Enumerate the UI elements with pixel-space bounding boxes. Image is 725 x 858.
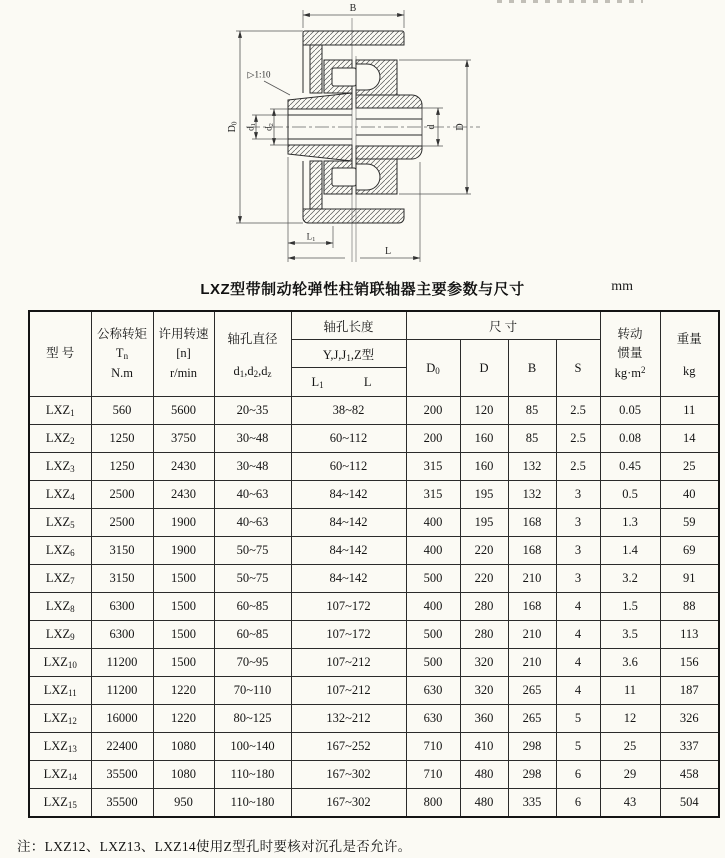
table-row (29, 593, 719, 621)
dim-label-D: D (455, 123, 466, 131)
table-header (29, 311, 719, 397)
cell-inertia: 3.2 (600, 565, 660, 593)
dim-label-L: L (384, 246, 392, 257)
cell-torque: 2500 (91, 509, 153, 537)
cell-B: 85 (508, 425, 556, 453)
cell-model: $LXZ_5$ (29, 509, 91, 537)
cell-inertia: 1.3 (600, 509, 660, 537)
cell-S: 4 (556, 621, 600, 649)
cell-weight: 14 (660, 425, 719, 453)
cell-inertia: 3.5 (600, 621, 660, 649)
cell-D0: 630 (406, 705, 460, 733)
cell-bore-diameter: 70~110 (214, 677, 291, 705)
cell-inertia: 43 (600, 789, 660, 818)
cell-bore-diameter: 80~125 (214, 705, 291, 733)
cell-bore-diameter: 60~85 (214, 593, 291, 621)
cell-bore-diameter: 50~75 (214, 537, 291, 565)
cell-bore-diameter: 30~48 (214, 453, 291, 481)
cell-S: 6 (556, 789, 600, 818)
table-row (29, 705, 719, 733)
cell-D: 160 (460, 425, 508, 453)
cell-B: 210 (508, 565, 556, 593)
table-row (29, 733, 719, 761)
cell-B: 210 (508, 621, 556, 649)
cell-S: 5 (556, 733, 600, 761)
cell-speed: 1220 (153, 677, 214, 705)
cell-bore-diameter: 70~95 (214, 649, 291, 677)
cell-D0: 710 (406, 733, 460, 761)
cell-weight: 458 (660, 761, 719, 789)
cell-inertia: 1.4 (600, 537, 660, 565)
cell-bore-length: 84~142 (291, 537, 406, 565)
cell-weight: 187 (660, 677, 719, 705)
col-header-torque: 公称转矩$T_n$ N.m (91, 311, 153, 397)
cell-weight: 156 (660, 649, 719, 677)
cell-speed: 2430 (153, 481, 214, 509)
cell-weight: 59 (660, 509, 719, 537)
cell-D: 410 (460, 733, 508, 761)
cell-D0: 500 (406, 649, 460, 677)
cell-torque: 3150 (91, 565, 153, 593)
cell-D0: 710 (406, 761, 460, 789)
cell-model: $LXZ_{14}$ (29, 761, 91, 789)
parameter-table-wrap (28, 310, 718, 818)
cell-D: 480 (460, 761, 508, 789)
col-header-L1-L: $L_1$ L (291, 368, 406, 397)
cell-D0: 200 (406, 425, 460, 453)
cell-S: 2.5 (556, 397, 600, 425)
cell-D0: 500 (406, 565, 460, 593)
table-row (29, 481, 719, 509)
cell-model: $LXZ_{11}$ (29, 677, 91, 705)
cell-B: 85 (508, 397, 556, 425)
cell-bore-length: 107~172 (291, 593, 406, 621)
cell-weight: 40 (660, 481, 719, 509)
col-header-D: D (460, 340, 508, 397)
cell-bore-length: 84~142 (291, 481, 406, 509)
cell-torque: 16000 (91, 705, 153, 733)
cell-D: 280 (460, 621, 508, 649)
cell-bore-length: 132~212 (291, 705, 406, 733)
cell-S: 3 (556, 481, 600, 509)
cell-torque: 22400 (91, 733, 153, 761)
cell-speed: 1220 (153, 705, 214, 733)
cell-D: 320 (460, 649, 508, 677)
cell-speed: 1500 (153, 593, 214, 621)
cell-D0: 400 (406, 537, 460, 565)
cell-bore-diameter: 20~35 (214, 397, 291, 425)
cell-model: $LXZ_4$ (29, 481, 91, 509)
cell-model: $LXZ_{10}$ (29, 649, 91, 677)
cell-torque: 35500 (91, 789, 153, 818)
table-row (29, 509, 719, 537)
col-header-bore-diameter: 轴孔直径 $d_1,d_2,d_z$ (214, 311, 291, 397)
page-title: LXZ型带制动轮弹性柱销联轴器主要参数与尺寸 (200, 281, 525, 298)
cell-torque: 35500 (91, 761, 153, 789)
cell-S: 2.5 (556, 453, 600, 481)
col-header-speed: 许用转速 [n] r/min (153, 311, 214, 397)
cell-inertia: 3.6 (600, 649, 660, 677)
cell-weight: 337 (660, 733, 719, 761)
cell-inertia: 0.05 (600, 397, 660, 425)
table-row (29, 761, 719, 789)
cell-B: 335 (508, 789, 556, 818)
col-header-S: S (556, 340, 600, 397)
cell-model: $LXZ_8$ (29, 593, 91, 621)
cell-B: 210 (508, 649, 556, 677)
cell-D0: 400 (406, 509, 460, 537)
table-row (29, 397, 719, 425)
unit-label: mm (611, 279, 633, 294)
cell-torque: 1250 (91, 425, 153, 453)
cell-B: 168 (508, 593, 556, 621)
cell-S: 2.5 (556, 425, 600, 453)
table-row (29, 789, 719, 818)
cell-D: 195 (460, 509, 508, 537)
cell-bore-length: 167~302 (291, 789, 406, 818)
table-row (29, 425, 719, 453)
cell-torque: 2500 (91, 481, 153, 509)
cell-bore-length: 107~212 (291, 649, 406, 677)
cell-torque: 560 (91, 397, 153, 425)
cell-torque: 6300 (91, 621, 153, 649)
cell-D0: 400 (406, 593, 460, 621)
cell-S: 6 (556, 761, 600, 789)
cell-model: $LXZ_9$ (29, 621, 91, 649)
cell-model: $LXZ_{15}$ (29, 789, 91, 818)
cell-weight: 504 (660, 789, 719, 818)
cell-torque: 3150 (91, 537, 153, 565)
cell-weight: 11 (660, 397, 719, 425)
cell-S: 4 (556, 677, 600, 705)
cell-speed: 3750 (153, 425, 214, 453)
cell-S: 4 (556, 593, 600, 621)
cell-S: 3 (556, 509, 600, 537)
col-header-B: B (508, 340, 556, 397)
cell-D: 220 (460, 565, 508, 593)
cell-speed: 1080 (153, 761, 214, 789)
taper-label: ▷1:10 (247, 69, 271, 80)
cell-B: 132 (508, 453, 556, 481)
cell-bore-diameter: 60~85 (214, 621, 291, 649)
col-header-inertia: 转动 惯量 $kg\cdot m^2$ (600, 311, 660, 397)
cell-bore-diameter: 50~75 (214, 565, 291, 593)
cell-D: 320 (460, 677, 508, 705)
cell-speed: 950 (153, 789, 214, 818)
col-header-bore-length: 轴孔长度 (291, 311, 406, 340)
cell-inertia: 11 (600, 677, 660, 705)
cell-bore-length: 84~142 (291, 509, 406, 537)
cell-S: 4 (556, 649, 600, 677)
cell-D: 480 (460, 789, 508, 818)
dim-label-d: d (426, 124, 437, 130)
cell-D0: 800 (406, 789, 460, 818)
table-row (29, 621, 719, 649)
cell-weight: 91 (660, 565, 719, 593)
col-header-D0: $D_0$ (406, 340, 460, 397)
cell-speed: 1500 (153, 621, 214, 649)
cell-D: 220 (460, 537, 508, 565)
cell-model: $LXZ_1$ (29, 397, 91, 425)
cell-model: $LXZ_{12}$ (29, 705, 91, 733)
cell-inertia: 0.08 (600, 425, 660, 453)
cell-model: $LXZ_6$ (29, 537, 91, 565)
table-row (29, 453, 719, 481)
parameters-table (28, 310, 720, 818)
table-row (29, 677, 719, 705)
table-row (29, 537, 719, 565)
cell-bore-diameter: 40~63 (214, 509, 291, 537)
cell-B: 265 (508, 677, 556, 705)
cell-bore-length: 60~112 (291, 453, 406, 481)
cell-bore-length: 167~302 (291, 761, 406, 789)
cell-inertia: 1.5 (600, 593, 660, 621)
col-header-model: 型 号 (29, 311, 91, 397)
cell-bore-length: 167~252 (291, 733, 406, 761)
cell-S: 5 (556, 705, 600, 733)
cell-inertia: 25 (600, 733, 660, 761)
cell-model: $LXZ_2$ (29, 425, 91, 453)
cell-D: 360 (460, 705, 508, 733)
table-row (29, 649, 719, 677)
cell-D0: 200 (406, 397, 460, 425)
cell-S: 3 (556, 537, 600, 565)
col-header-bore-type: $Y,J,J_1,Z$型 (291, 340, 406, 368)
table-body (29, 397, 719, 818)
cell-B: 168 (508, 537, 556, 565)
cell-D0: 315 (406, 453, 460, 481)
cell-speed: 1900 (153, 537, 214, 565)
dim-label-d2: $d_2$ (263, 123, 275, 131)
cell-B: 265 (508, 705, 556, 733)
cell-bore-length: 107~212 (291, 677, 406, 705)
cell-D: 280 (460, 593, 508, 621)
cell-speed: 1500 (153, 649, 214, 677)
cell-bore-diameter: 110~180 (214, 761, 291, 789)
cell-B: 298 (508, 761, 556, 789)
cell-bore-diameter: 30~48 (214, 425, 291, 453)
dim-label-B: B (349, 3, 357, 14)
cell-D: 160 (460, 453, 508, 481)
table-row (29, 565, 719, 593)
cell-speed: 1500 (153, 565, 214, 593)
cell-bore-length: 60~112 (291, 425, 406, 453)
cell-speed: 2430 (153, 453, 214, 481)
cell-B: 132 (508, 481, 556, 509)
title-row (0, 278, 725, 298)
coupling-drawing-svg (0, 0, 725, 272)
cell-weight: 88 (660, 593, 719, 621)
cell-weight: 113 (660, 621, 719, 649)
cell-bore-length: 38~82 (291, 397, 406, 425)
cell-S: 3 (556, 565, 600, 593)
cell-bore-length: 84~142 (291, 565, 406, 593)
cell-torque: 11200 (91, 677, 153, 705)
cell-inertia: 0.5 (600, 481, 660, 509)
cell-D0: 630 (406, 677, 460, 705)
cell-D: 195 (460, 481, 508, 509)
cell-weight: 25 (660, 453, 719, 481)
dim-label-d1: $d_1$ (245, 123, 257, 131)
cell-inertia: 0.45 (600, 453, 660, 481)
coupling-section-drawing (0, 0, 725, 272)
cell-model: $LXZ_{13}$ (29, 733, 91, 761)
cell-torque: 6300 (91, 593, 153, 621)
cell-inertia: 12 (600, 705, 660, 733)
cell-D0: 315 (406, 481, 460, 509)
cell-D0: 500 (406, 621, 460, 649)
footnote: 注：LXZ12、LXZ13、LXZ14使用Z型孔时要核对沉孔是否允许。 (17, 839, 412, 854)
cell-model: $LXZ_3$ (29, 453, 91, 481)
dim-label-L1: $L_1$ (306, 231, 316, 243)
cell-speed: 1080 (153, 733, 214, 761)
cell-inertia: 29 (600, 761, 660, 789)
cell-bore-diameter: 100~140 (214, 733, 291, 761)
col-header-size-group: 尺 寸 (406, 311, 600, 340)
cell-weight: 326 (660, 705, 719, 733)
cell-B: 298 (508, 733, 556, 761)
cell-model: $LXZ_7$ (29, 565, 91, 593)
cell-B: 168 (508, 509, 556, 537)
cell-speed: 1900 (153, 509, 214, 537)
cell-D: 120 (460, 397, 508, 425)
cell-bore-length: 107~172 (291, 621, 406, 649)
cell-speed: 5600 (153, 397, 214, 425)
cell-torque: 11200 (91, 649, 153, 677)
cell-bore-diameter: 40~63 (214, 481, 291, 509)
col-header-weight: 重量 kg (660, 311, 719, 397)
cell-torque: 1250 (91, 453, 153, 481)
dim-label-D0: $D_0$ (227, 121, 239, 133)
cell-weight: 69 (660, 537, 719, 565)
cell-bore-diameter: 110~180 (214, 789, 291, 818)
